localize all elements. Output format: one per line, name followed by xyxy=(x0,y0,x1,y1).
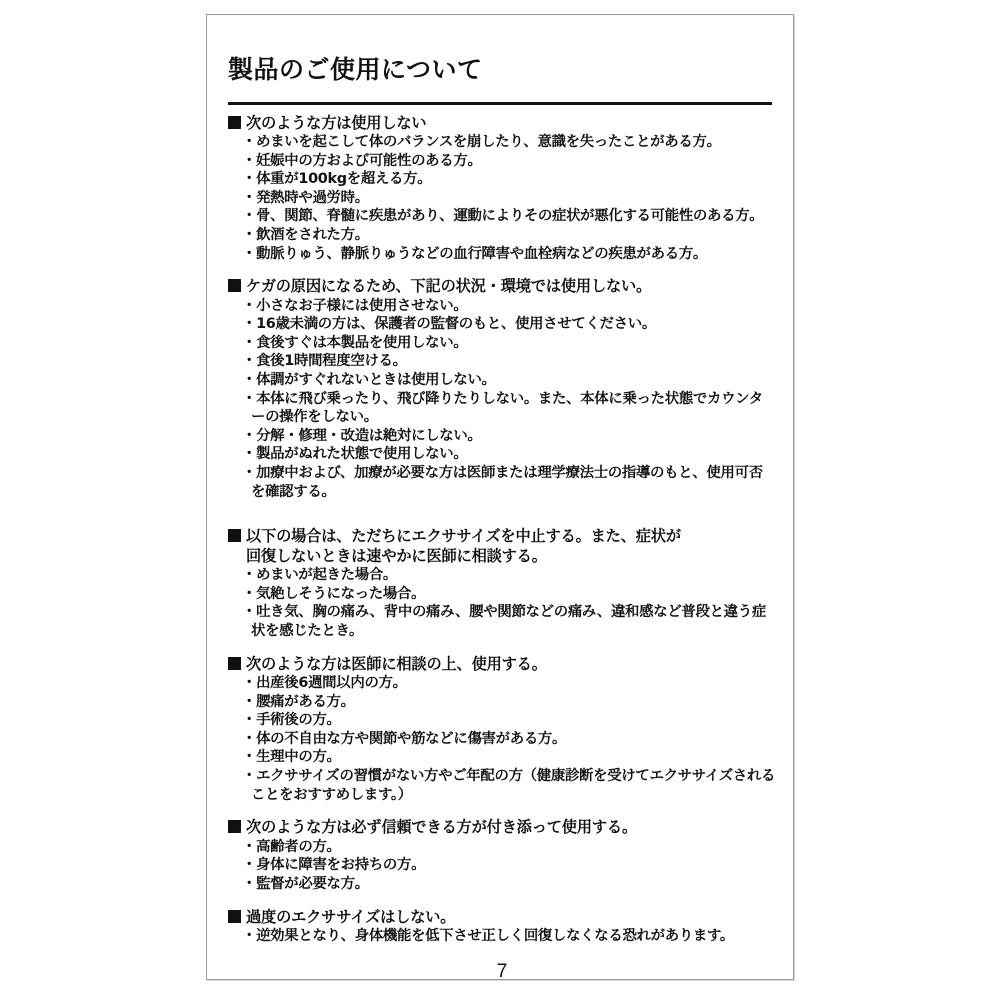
dot-bullet-icon: ・ xyxy=(242,838,257,855)
list-item xyxy=(242,927,776,946)
warning-section xyxy=(228,908,776,946)
section-heading-line: 次のような方は医師に相談の上、使用する。 xyxy=(246,654,547,673)
dot-bullet-icon: ・ xyxy=(242,446,257,463)
list-item-text: 食後1時間程度空ける。 xyxy=(256,353,407,370)
list-item-text: エクササイズの習慣がない方やご年配の方（健康診断を受けてエクササイズされることをおすすめします。） xyxy=(251,768,776,803)
section-heading-line: 過度のエクササイズはしない。 xyxy=(246,907,456,926)
list-item xyxy=(242,297,776,316)
warning-section xyxy=(228,114,776,264)
list-item xyxy=(242,371,776,390)
list-item xyxy=(242,133,776,152)
dot-bullet-icon: ・ xyxy=(242,226,257,243)
list-item-text: 加療中および、加療が必要な方は医師または理学療法士の指導のもと、使用可否を確認する。 xyxy=(251,465,763,500)
list-item-text: 分解・修理・改造は絶対にしない。 xyxy=(256,427,482,444)
list-item xyxy=(242,730,776,749)
section-heading xyxy=(228,527,776,566)
list-item xyxy=(242,245,776,264)
list-item xyxy=(242,352,776,371)
list-item-text: 吐き気、胸の痛み、背中の痛み、腰や関節などの痛み、違和感など普段と違う症状を感じたとき。 xyxy=(251,604,766,639)
list-item xyxy=(242,856,776,875)
list-item-text: 身体に障害をお持ちの方。 xyxy=(256,857,426,874)
list-item-text: 生理中の方。 xyxy=(256,749,341,766)
dot-bullet-icon: ・ xyxy=(242,465,257,481)
dot-bullet-icon: ・ xyxy=(242,604,257,621)
list-item-text: 食後すぐは本製品を使用しない。 xyxy=(256,334,468,351)
square-bullet-icon xyxy=(228,529,241,542)
list-item-text: 製品がぬれた状態で使用しない。 xyxy=(256,446,468,463)
dot-bullet-icon: ・ xyxy=(242,675,257,692)
page-number: 7 xyxy=(496,961,508,982)
list-item xyxy=(242,445,776,464)
dot-bullet-icon: ・ xyxy=(242,768,257,785)
dot-bullet-icon: ・ xyxy=(242,749,257,766)
list-item xyxy=(242,838,776,857)
list-item-text: 小さなお子様には使用させない。 xyxy=(256,297,468,314)
dot-bullet-icon: ・ xyxy=(242,316,257,333)
section-bullet-list xyxy=(228,297,776,502)
list-item xyxy=(242,152,776,171)
list-item xyxy=(242,711,776,730)
section-bullet-list xyxy=(228,927,776,946)
section-heading xyxy=(228,818,776,838)
dot-bullet-icon: ・ xyxy=(242,693,257,710)
list-item-text: 16歳未満の方は、保護者の監督のもと、使用させてください。 xyxy=(256,316,656,333)
list-item-text: 動脈りゅう、静脈りゅうなどの血行障害や血栓病などの疾患がある方。 xyxy=(256,245,707,262)
dot-bullet-icon: ・ xyxy=(242,928,257,944)
square-bullet-icon xyxy=(228,910,241,923)
page-title: 製品のご使用について xyxy=(228,54,483,84)
list-item-text: 出産後6週間以内の方。 xyxy=(256,675,407,692)
section-bullet-list xyxy=(228,133,776,263)
list-item xyxy=(242,390,776,427)
list-item xyxy=(242,170,776,189)
dot-bullet-icon: ・ xyxy=(242,245,257,262)
square-bullet-icon xyxy=(228,279,241,292)
dot-bullet-icon: ・ xyxy=(242,353,257,370)
dot-bullet-icon: ・ xyxy=(242,567,257,584)
dot-bullet-icon: ・ xyxy=(242,334,257,351)
list-item xyxy=(242,464,776,501)
list-item-text: 妊娠中の方および可能性のある方。 xyxy=(256,152,482,169)
list-item-text: 監督が必要な方。 xyxy=(256,875,369,892)
list-item xyxy=(242,693,776,712)
dot-bullet-icon: ・ xyxy=(242,390,257,407)
manual-page-sheet xyxy=(206,14,794,980)
dot-bullet-icon: ・ xyxy=(242,208,257,225)
page-content-area xyxy=(228,39,776,982)
list-item xyxy=(242,189,776,208)
section-bullet-list xyxy=(228,566,776,640)
warning-section xyxy=(228,818,776,893)
list-item-text: 骨、関節、脊髄に疾患があり、運動によりその症状が悪化する可能性のある方。 xyxy=(256,208,764,225)
dot-bullet-icon: ・ xyxy=(242,372,257,389)
list-item-text: めまいが起きた場合。 xyxy=(256,567,398,584)
list-item-text: 体重が100kgを超える方。 xyxy=(256,171,432,188)
list-item xyxy=(242,767,776,804)
title-underline-rule xyxy=(228,102,772,105)
dot-bullet-icon: ・ xyxy=(242,171,257,188)
list-item xyxy=(242,748,776,767)
dot-bullet-icon: ・ xyxy=(242,297,257,314)
list-item xyxy=(242,566,776,585)
list-item xyxy=(242,334,776,353)
dot-bullet-icon: ・ xyxy=(242,712,257,729)
warning-sections-list xyxy=(228,114,776,946)
section-heading-line: 次のような方は必ず信頼できる方が付き添って使用する。 xyxy=(246,818,637,837)
list-item-text: 体の不自由な方や関節や筋などに傷害がある方。 xyxy=(256,730,567,747)
dot-bullet-icon: ・ xyxy=(242,152,257,169)
section-heading xyxy=(228,114,776,134)
warning-section xyxy=(228,655,776,805)
list-item-text: 飲酒をされた方。 xyxy=(256,226,369,243)
square-bullet-icon xyxy=(228,116,241,129)
list-item-text: 腰痛がある方。 xyxy=(256,693,355,710)
dot-bullet-icon: ・ xyxy=(242,857,257,874)
list-item-text: めまいを起こして体のバランスを崩したり、意識を失ったことがある方。 xyxy=(256,134,721,150)
section-bullet-list xyxy=(228,838,776,894)
list-item xyxy=(242,315,776,334)
list-item xyxy=(242,674,776,693)
list-item-text: 気絶しそうになった場合。 xyxy=(256,585,426,602)
list-item-text: 体調がすぐれないときは使用しない。 xyxy=(256,372,496,389)
list-item xyxy=(242,603,776,640)
section-heading-line: 回復しないときは速やかに医師に相談する。 xyxy=(246,546,547,565)
warning-section xyxy=(228,277,776,501)
list-item-text: 逆効果となり、身体機能を低下させ正しく回復しなくなる恐れがあります。 xyxy=(256,928,735,944)
dot-bullet-icon: ・ xyxy=(242,427,257,444)
warning-section xyxy=(228,527,776,640)
section-heading-line: 次のような方は使用しない xyxy=(246,113,427,132)
list-item xyxy=(242,875,776,894)
list-item-text: 高齢者の方。 xyxy=(256,838,341,855)
list-item-text: 本体に飛び乗ったり、飛び降りたりしない。また、本体に乗った状態でカウンターの操作をしない。 xyxy=(251,390,763,426)
dot-bullet-icon: ・ xyxy=(242,189,257,206)
section-heading xyxy=(228,277,776,297)
dot-bullet-icon: ・ xyxy=(242,134,257,150)
dot-bullet-icon: ・ xyxy=(242,730,257,747)
list-item-text: 発熱時や過労時。 xyxy=(256,189,369,206)
list-item xyxy=(242,585,776,604)
section-heading-line: ケガの原因になるため、下記の状況・環境では使用しない。 xyxy=(246,277,652,296)
square-bullet-icon xyxy=(228,657,241,670)
section-heading xyxy=(228,655,776,675)
list-item xyxy=(242,226,776,245)
list-item xyxy=(242,427,776,446)
dot-bullet-icon: ・ xyxy=(242,875,257,892)
dot-bullet-icon: ・ xyxy=(242,585,257,602)
section-heading-line: 以下の場合は、ただちにエクササイズを中止する。また、症状が xyxy=(246,527,681,546)
list-item-text: 手術後の方。 xyxy=(256,712,341,729)
section-heading xyxy=(228,908,776,928)
square-bullet-icon xyxy=(228,820,241,833)
section-bullet-list xyxy=(228,674,776,804)
list-item xyxy=(242,207,776,226)
